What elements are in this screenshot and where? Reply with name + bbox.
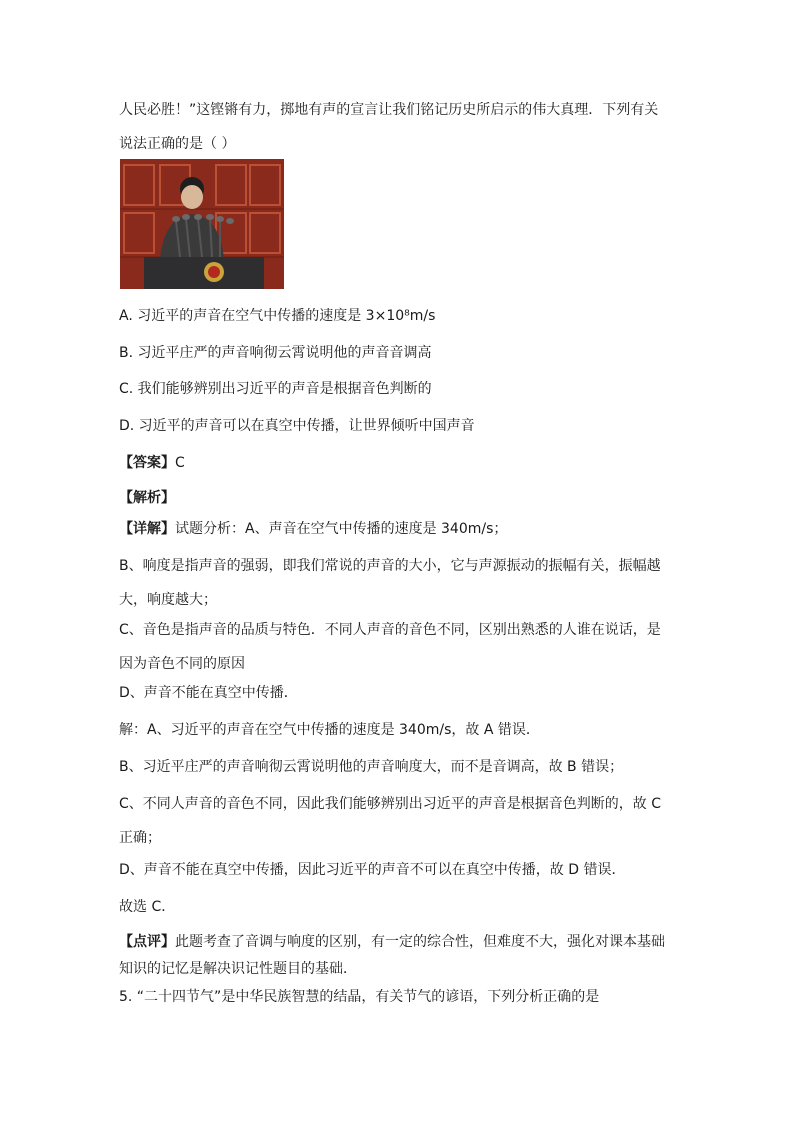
comment-line-2: 知识的记忆是解决识记性题目的基础．	[119, 961, 357, 977]
analysis-line: 解：A、习近平的声音在空气中传播的速度是 340m/s，故 A 错误．	[119, 722, 540, 738]
answer-line	[119, 454, 185, 472]
analysis-line: 故选 C．	[119, 899, 176, 915]
analysis-header: 【解析】	[119, 490, 175, 506]
analysis-line: 大，响度越大；	[119, 592, 217, 608]
option-a: A. 习近平的声音在空气中传播的速度是 3×10⁸m/s	[119, 308, 436, 324]
podium-speaker-photo	[120, 159, 284, 289]
analysis-line: 正确；	[119, 830, 161, 846]
analysis-line: D、声音不能在真空中传播，因此习近平的声音不可以在真空中传播，故 D 错误．	[119, 862, 626, 878]
option-b: B. 习近平庄严的声音响彻云霄说明他的声音音调高	[119, 345, 432, 361]
detail-label: 【详解】	[119, 521, 175, 537]
comment-line-1	[119, 933, 665, 951]
analysis-line: B、习近平庄严的声音响彻云霄说明他的声音响度大，而不是音调高，故 B 错误；	[119, 759, 624, 775]
analysis-line: B、响度是指声音的强弱，即我们常说的声音的大小，它与声源振动的振幅有关，振幅越	[119, 558, 661, 574]
answer-value: C	[175, 455, 185, 471]
comment-text: 此题考查了音调与响度的区别，有一定的综合性，但难度不大，强化对课本基础	[175, 934, 665, 950]
next-question-stem: 5. “二十四节气”是中华民族智慧的结晶，有关节气的谚语，下列分析正确的是	[119, 989, 600, 1005]
detail-text: 试题分析：A、声音在空气中传播的速度是 340m/s；	[175, 521, 508, 537]
option-c: C. 我们能够辨别出习近平的声音是根据音色判断的	[119, 381, 432, 397]
detail-line-1	[119, 520, 507, 538]
analysis-line: 因为音色不同的原因	[119, 656, 245, 672]
photo-illustration	[120, 159, 284, 289]
question-stem-line-2: 说法正确的是（ ）	[119, 136, 236, 152]
comment-label: 【点评】	[119, 934, 175, 950]
analysis-line: C、音色是指声音的品质与特色．不同人声音的音色不同，区别出熟悉的人谁在说话，是	[119, 622, 661, 638]
answer-label: 【答案】	[119, 455, 175, 471]
analysis-line: C、不同人声音的音色不同，因此我们能够辨别出习近平的声音是根据音色判断的，故 C	[119, 796, 661, 812]
analysis-line: D、声音不能在真空中传播．	[119, 685, 298, 701]
question-stem-line-1: 人民必胜！”这铿锵有力，掷地有声的宣言让我们铭记历史所启示的伟大真理．下列有关	[119, 102, 659, 118]
option-d: D. 习近平的声音可以在真空中传播，让世界倾听中国声音	[119, 418, 475, 434]
